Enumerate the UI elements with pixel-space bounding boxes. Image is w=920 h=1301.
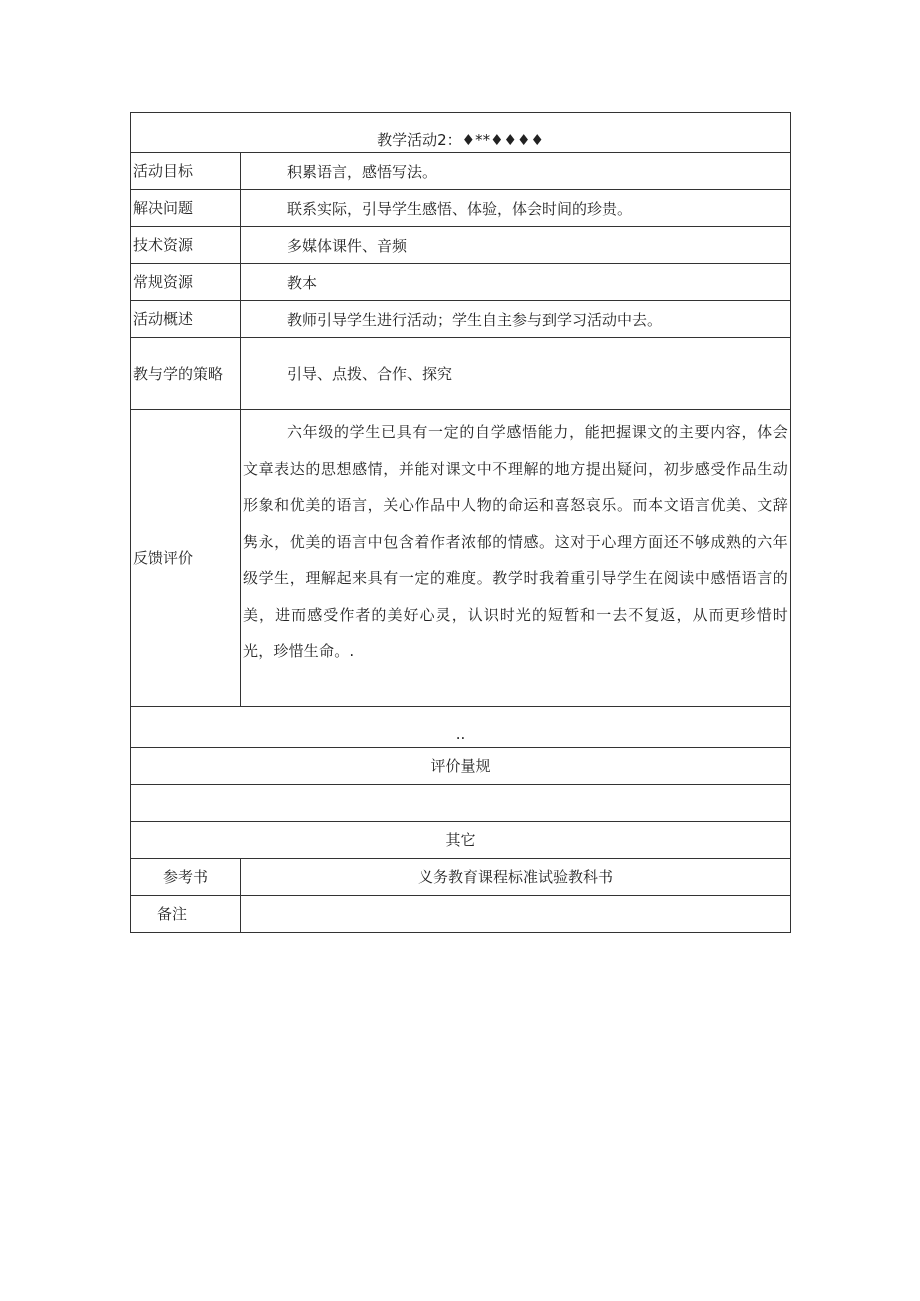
remarks-value (241, 895, 791, 932)
row-value-goal: 积累语言，感悟写法。 (241, 153, 791, 190)
row-label-strategy: 教与学的策略 (131, 338, 241, 410)
other-heading: 其它 (131, 821, 791, 858)
dots-text: .. (131, 706, 791, 747)
table-row (131, 264, 791, 301)
activity-title: 教学活动2：♦**♦♦♦♦ (131, 113, 791, 153)
rubric-heading: 评价量规 (131, 747, 791, 784)
rubric-heading-row (131, 747, 791, 784)
table-row (131, 338, 791, 410)
reference-row (131, 858, 791, 895)
rubric-empty-row (131, 784, 791, 821)
row-value-strategy: 引导、点拨、合作、探究 (241, 338, 791, 410)
feedback-label: 反馈评价 (131, 410, 241, 707)
feedback-row (131, 410, 791, 707)
row-label-tech-resources: 技术资源 (131, 227, 241, 264)
reference-label: 参考书 (131, 858, 241, 895)
remarks-label: 备注 (131, 895, 241, 932)
row-label-overview: 活动概述 (131, 301, 241, 338)
row-value-tech-resources: 多媒体课件、音频 (241, 227, 791, 264)
reference-value: 义务教育课程标准试验教科书 (241, 858, 791, 895)
row-value-regular-resources: 教本 (241, 264, 791, 301)
row-value-overview: 教师引导学生进行活动；学生自主参与到学习活动中去。 (241, 301, 791, 338)
row-label-regular-resources: 常规资源 (131, 264, 241, 301)
lesson-plan-table (130, 112, 791, 933)
table-row (131, 227, 791, 264)
rubric-content (131, 784, 791, 821)
table-row (131, 301, 791, 338)
table-row (131, 190, 791, 227)
row-label-goal: 活动目标 (131, 153, 241, 190)
feedback-text: 六年级的学生已具有一定的自学感悟能力，能把握课文的主要内容，体会文章表达的思想感情，并能对课文中不理解的地方提出疑问，初步感受作品生动形象和优美的语言，关心作品中人物的命运和喜怒哀乐。而本文语言优美、文辞隽永，优美的语言中包含着作者浓郁的情感。这对于心理方面还不够成熟的六年级学生，理解起来具有一定的难度。教学时我着重引导学生在阅读中感悟语言的美，进而感受作者的美好心灵，认识时光的短暂和一去不复返，从而更珍惜时光，珍惜生命。. (241, 410, 791, 707)
title-row (131, 113, 791, 153)
row-label-problem: 解决问题 (131, 190, 241, 227)
lesson-plan-sheet (130, 112, 790, 933)
other-heading-row (131, 821, 791, 858)
dots-row (131, 706, 791, 747)
row-value-problem: 联系实际，引导学生感悟、体验，体会时间的珍贵。 (241, 190, 791, 227)
remarks-row (131, 895, 791, 932)
table-row (131, 153, 791, 190)
